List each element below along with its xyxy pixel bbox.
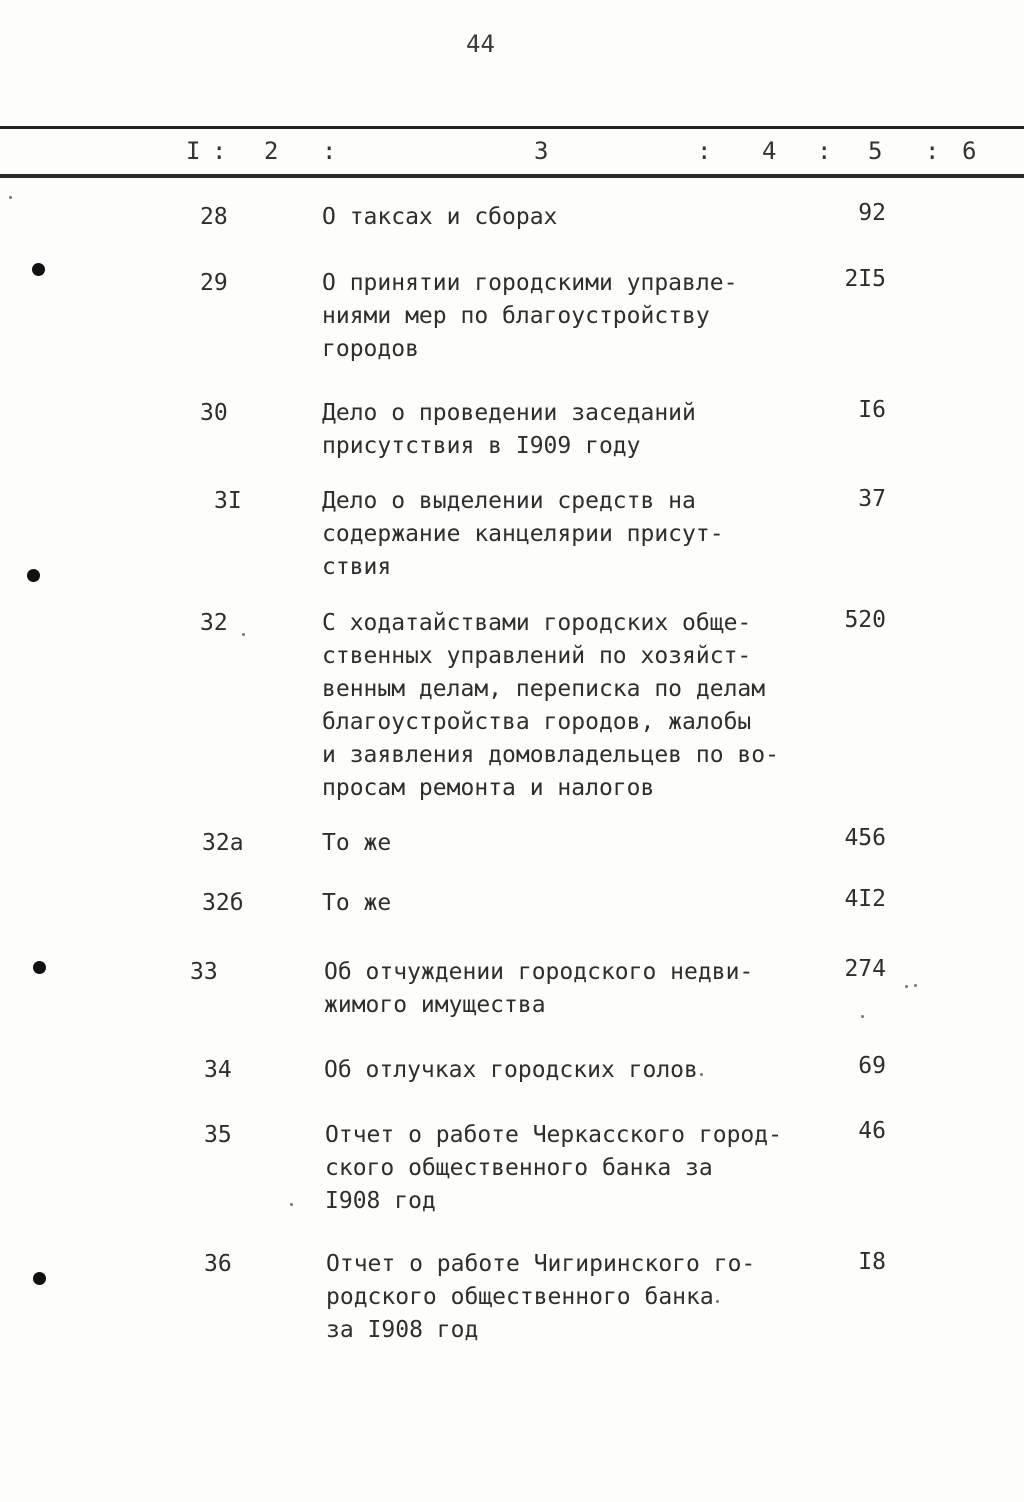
row-number: 35: [204, 1122, 232, 1148]
row-title: [322, 201, 792, 234]
title-line: Об отлучках городских голов: [324, 1057, 698, 1083]
binding-hole-mark: [32, 263, 45, 276]
title-line: Дело о выделении средств на: [322, 488, 696, 514]
title-line: присутствия в I909 году: [322, 433, 641, 459]
column-header-2: 2: [264, 137, 279, 165]
scan-speck: [861, 1015, 864, 1018]
title-line: То же: [322, 890, 392, 916]
binding-hole-mark: [33, 1272, 46, 1285]
column-header-3: 3: [534, 137, 549, 165]
title-line: Отчет о работе Чигиринского го-: [326, 1251, 756, 1277]
title-line: родского общественного банка: [326, 1284, 714, 1310]
scan-speck: [242, 633, 245, 636]
row-title: [322, 607, 792, 805]
row-number: 34: [204, 1057, 232, 1083]
title-line: ского общественного банка за: [325, 1155, 713, 1181]
row-number: 32а: [202, 830, 244, 856]
scan-speck: [905, 985, 908, 988]
column-separator: :: [697, 137, 712, 165]
scan-speck: [9, 196, 12, 199]
row-title: [322, 485, 792, 584]
column-separator: :: [925, 137, 940, 165]
row-sheet-count: I8: [858, 1249, 886, 1275]
binding-hole-mark: [33, 961, 46, 974]
row-sheet-count: 456: [844, 825, 886, 851]
scan-speck: [290, 1203, 293, 1206]
scan-speck: [914, 984, 917, 987]
title-line: благоустройства городов, жалобы: [322, 709, 752, 735]
column-separator: :: [212, 137, 227, 165]
row-title: [326, 1248, 796, 1347]
table-header-bottom-rule: [0, 174, 1024, 178]
column-separator: :: [322, 137, 337, 165]
title-line: С ходатайствами городских обще-: [322, 610, 752, 636]
title-line: Дело о проведении заседаний: [322, 400, 696, 426]
row-title: [322, 887, 792, 920]
row-number: 36: [204, 1251, 232, 1277]
binding-hole-mark: [27, 569, 40, 582]
row-number: 32б: [202, 890, 244, 916]
column-header-5: 5: [868, 137, 883, 165]
title-line: ственных управлений по хозяйст-: [322, 643, 752, 669]
row-title: [322, 397, 792, 463]
row-sheet-count: 92: [858, 200, 886, 226]
title-line: городов: [322, 336, 419, 362]
title-line: О таксах и сборах: [322, 204, 558, 230]
title-line: за I908 год: [326, 1317, 479, 1343]
title-line: венным делам, переписка по делам: [322, 676, 766, 702]
scan-speck: [716, 1300, 719, 1303]
row-sheet-count: 46: [858, 1118, 886, 1144]
row-title: [324, 956, 794, 1022]
title-line: Об отчуждении городского недви-: [324, 959, 754, 985]
column-separator: :: [817, 137, 832, 165]
column-header-1: I: [186, 137, 201, 165]
row-sheet-count: 69: [858, 1053, 886, 1079]
row-sheet-count: 2I5: [844, 266, 886, 292]
row-number: 32: [200, 610, 228, 636]
row-sheet-count: I6: [858, 397, 886, 423]
title-line: I908 год: [325, 1188, 436, 1214]
title-line: жимого имущества: [324, 992, 546, 1018]
title-line: Отчет о работе Черкасского город-: [325, 1122, 782, 1148]
row-sheet-count: 520: [844, 607, 886, 633]
title-line: То же: [322, 830, 392, 856]
row-sheet-count: 37: [858, 486, 886, 512]
row-title: [322, 827, 792, 860]
title-line: просам ремонта и налогов: [322, 775, 655, 801]
row-number: 30: [200, 400, 228, 426]
title-line: ниями мер по благоустройству: [322, 303, 710, 329]
row-title: [322, 267, 792, 366]
title-line: ствия: [322, 554, 392, 580]
page-number: 44: [466, 30, 495, 58]
table-header-top-rule: [0, 126, 1024, 129]
title-line: содержание канцелярии присут-: [322, 521, 724, 547]
row-sheet-count: 4I2: [844, 886, 886, 912]
column-header-4: 4: [762, 137, 777, 165]
title-line: и заявления домовладельцев по во-: [322, 742, 779, 768]
scan-speck: [700, 1073, 703, 1076]
column-header-6: 6: [962, 137, 977, 165]
row-sheet-count: 274: [844, 956, 886, 982]
title-line: О принятии городскими управле-: [322, 270, 738, 296]
row-number: 33: [190, 959, 218, 985]
row-number: 28: [200, 204, 228, 230]
row-number: 29: [200, 270, 228, 296]
row-number: 3I: [214, 488, 242, 514]
row-title: [325, 1119, 795, 1218]
row-title: [324, 1054, 794, 1087]
